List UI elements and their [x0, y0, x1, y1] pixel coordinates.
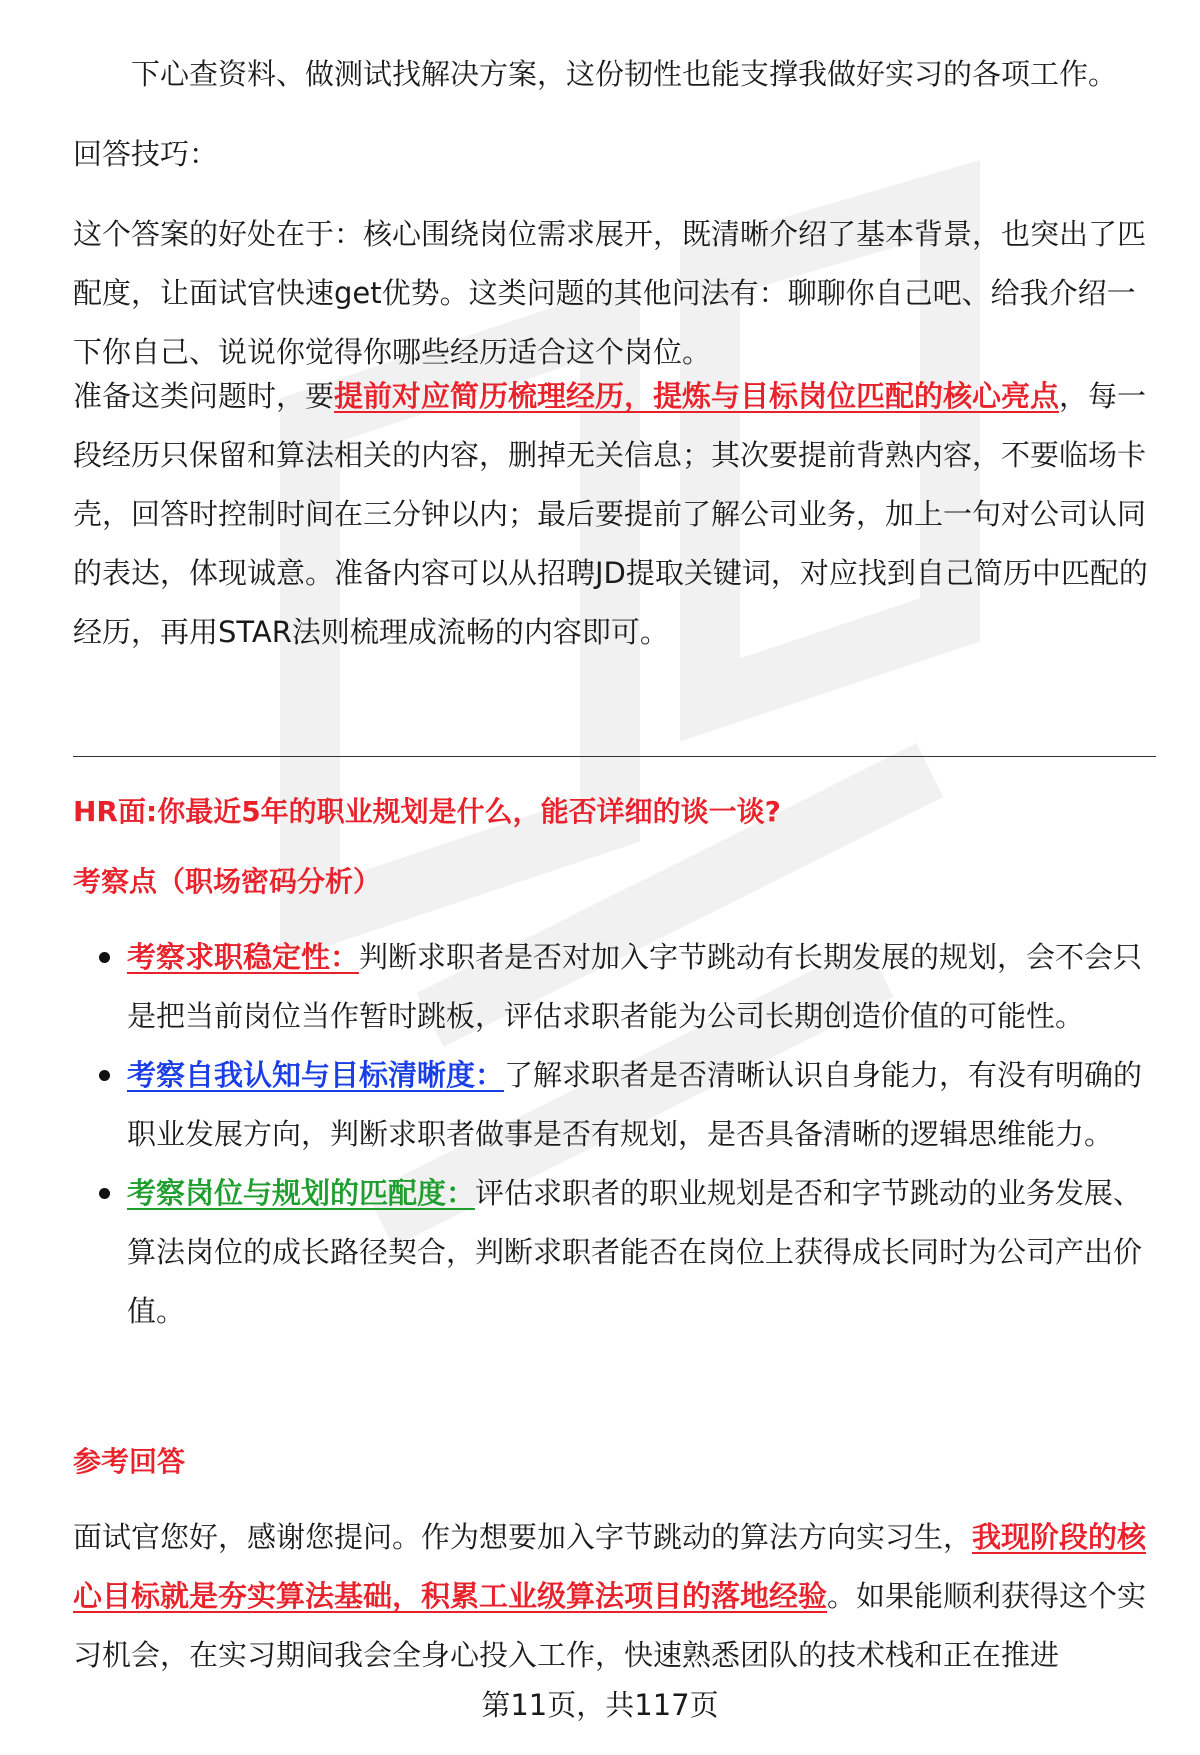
exam-point-text: 判断求职者是否对加入字节跳动有长期发展的规划，会不会只是把当前岗位当作暂时跳板，评估求职者能为公司长期创造价值的可能性。 — [127, 940, 1143, 1033]
exam-point-text: 评估求职者的职业规划是否和字节跳动的业务发展、算法岗位的成长路径契合，判断求职者能否在岗位上获得成长同时为公司产出价值。 — [127, 1176, 1143, 1328]
tips-p2-highlight: 提前对应简历梳理经历，提炼与目标岗位匹配的核心亮点 — [334, 379, 1060, 413]
intro-tail-paragraph: 下心查资料、做测试找解决方案，这份韧性也能支撑我做好实习的各项工作。 — [131, 57, 1118, 91]
reference-answer-heading: 参考回答 — [73, 1445, 186, 1478]
bullet-dot-icon — [99, 1188, 110, 1199]
exam-points-list — [73, 928, 1148, 1341]
exam-point-text: 了解求职者是否清晰认识自身能力，有没有明确的职业发展方向，判断求职者做事是否有规划，是否具备清晰的逻辑思维能力。 — [127, 1058, 1143, 1151]
ref-rest: 。如果能顺利获得这个实习机会，在实习期间我会全身心投入工作，快速熟悉团队的技术栈和正在推进 — [73, 1579, 1147, 1672]
tips-paragraph-1: 这个答案的好处在于：核心围绕岗位需求展开，既清晰介绍了基本背景，也突出了匹配度，让面试官快速get优势。这类问题的其他问法有：聊聊你自己吧、给我介绍一下你自己、说说你觉得你哪些经历适合这个岗位。 — [73, 217, 1147, 369]
exam-point-self-awareness — [73, 1046, 1148, 1164]
exam-point-label: 考察岗位与规划的匹配度： — [127, 1176, 476, 1210]
ref-highlight: 我现阶段的核心目标就是夯实算法基础，积累工业级算法项目的落地经验 — [73, 1520, 1147, 1613]
question-heading: HR面:你最近5年的职业规划是什么，能否详细的谈一谈? — [73, 795, 781, 828]
tips-p2-start: 准备这类问题时，要 — [73, 379, 335, 413]
exam-point-fit — [73, 1164, 1148, 1341]
tips-p2-rest: ，每一段经历只保留和算法相关的内容，删掉无关信息；其次要提前背熟内容，不要临场卡壳，回答时控制时间在三分钟以内；最后要提前了解公司业务，加上一句对公司认同的表达，体现诚意。准备内容可以从招聘JD提取关键词，对应找到自己简历中匹配的经历，再用STAR法则梳理成流畅的内容即可。 — [73, 379, 1148, 649]
page-number-footer: 第11页，共117页 — [481, 1688, 719, 1722]
tips-paragraph-2 — [73, 367, 1148, 662]
ref-start: 面试官您好，感谢您提问。作为想要加入字节跳动的算法方向实习生， — [73, 1520, 973, 1554]
bullet-dot-icon — [99, 1070, 110, 1081]
tips-label: 回答技巧： — [73, 137, 219, 171]
section-divider — [73, 756, 1156, 757]
exam-points-heading: 考察点（职场密码分析） — [73, 865, 382, 898]
exam-point-label: 考察自我认知与目标清晰度： — [127, 1058, 505, 1092]
bullet-dot-icon — [99, 952, 110, 963]
reference-answer-paragraph — [73, 1508, 1148, 1685]
exam-point-stability — [73, 928, 1148, 1046]
exam-point-label: 考察求职稳定性： — [127, 940, 360, 974]
